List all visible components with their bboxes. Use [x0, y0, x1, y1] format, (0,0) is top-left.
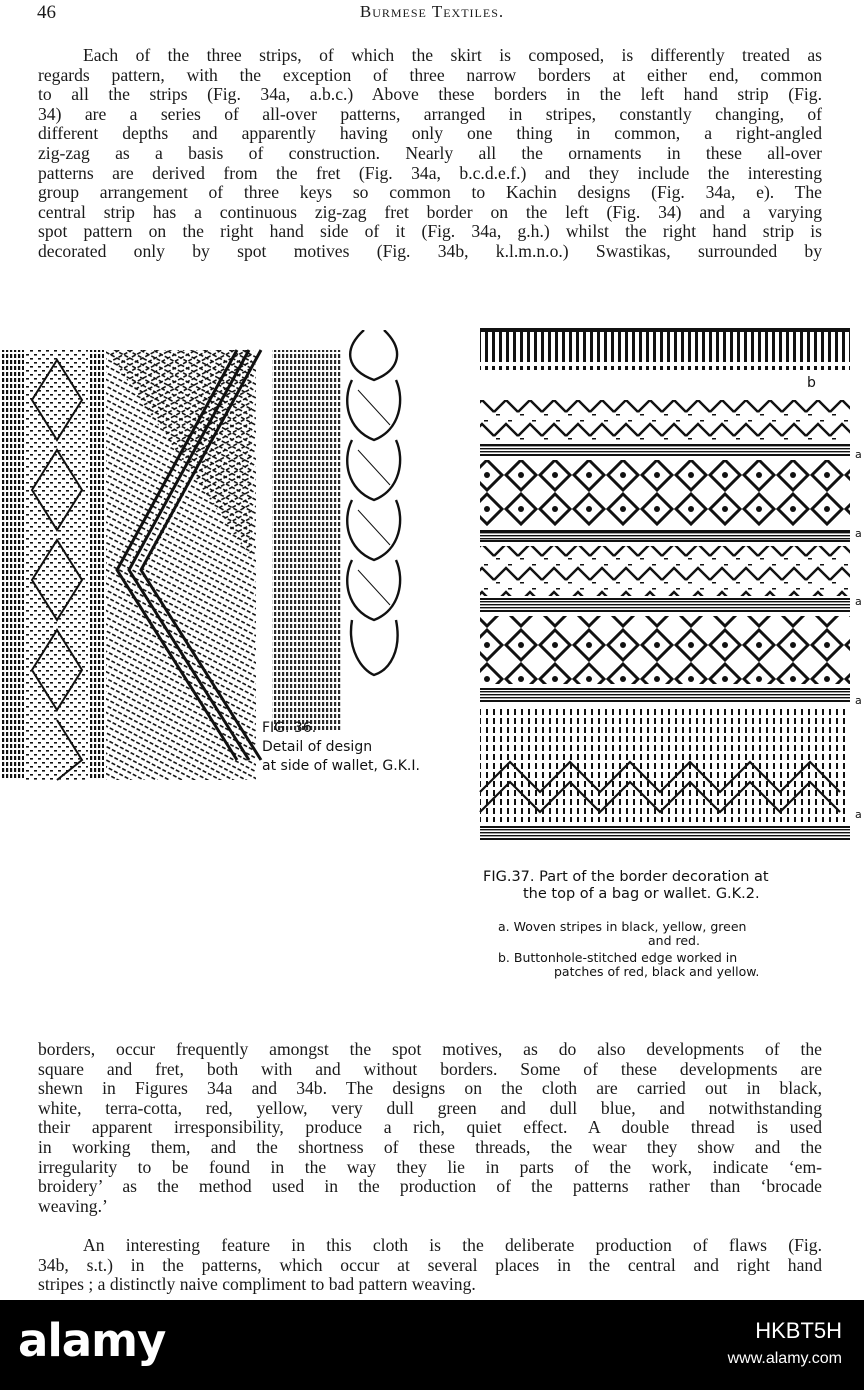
image-id: HKBT5H	[755, 1318, 842, 1343]
paragraph-line: broidery’ as the method used in the production of the patterns rather than ‘brocade	[38, 1176, 822, 1197]
paragraph-line: white, terra-cotta, red, yellow, very dull green and dull blue, and notwithstanding	[38, 1097, 822, 1118]
watermark-url: www.alamy.com	[727, 1350, 842, 1367]
note-line: patches of red, black and yellow.	[554, 964, 760, 979]
paragraph-line: An interesting feature in this cloth is the deliberate production of flaws (Fig.	[83, 1235, 822, 1255]
caption-line: Detail of design	[262, 739, 373, 755]
stripe-label: a	[855, 448, 862, 461]
stripe-label: a	[855, 595, 862, 608]
paragraph-line: decorated only by spot motives (Fig. 34b, k.l.m.n.o.) Swastikas, surrounded by	[38, 240, 822, 261]
figure-37-note-b	[498, 951, 759, 979]
paragraph-line: irregularity to be found in the way they lie in parts of the work, indicate ‘em-	[38, 1156, 822, 1177]
figure-37-caption	[483, 869, 769, 903]
paragraph-line: 34b, s.t.) in the patterns, which occur at several places in the central and right hand	[38, 1254, 822, 1275]
stripe-label: a	[855, 694, 862, 707]
paragraph-line: stripes ; a distinctly naive compliment to bad pattern weaving.	[38, 1274, 476, 1295]
stripe-label: a	[855, 527, 862, 540]
paragraph-line: Each of the three strips, of which the skirt is composed, is differently treated as	[83, 45, 822, 65]
caption-line: the top of a bag or wallet. G.K.2.	[523, 886, 760, 902]
paragraph-line: square and fret, both with and without borders. Some of these developments are	[38, 1058, 822, 1079]
figure-36-caption	[262, 719, 420, 776]
running-head: Burmese Textiles.	[359, 2, 505, 21]
paragraph-line: 34) are a series of all-over patterns, arranged in stripes, constantly changing, of	[38, 103, 822, 124]
paragraph-line: to all the strips (Fig. 34a, a.b.c.) Above these borders in the left hand strip (Fig.	[38, 84, 822, 105]
note-line: b. Buttonhole-stitched edge worked in	[498, 950, 738, 965]
paragraph-line: their apparent irresponsibility, produce a rich, quiet effect. A double thread is used	[38, 1117, 822, 1138]
paragraph-1	[38, 46, 822, 262]
paragraph-line: zig-zag as a basis of construction. Nearly all the ornaments in these all-over	[38, 142, 822, 163]
paragraph-line: borders, occur frequently amongst the spot motives, as do also developments of the	[38, 1039, 822, 1059]
paragraph-line: regards pattern, with the exception of three narrow borders at either end, common	[38, 64, 822, 85]
caption-line: at side of wallet, G.K.I.	[262, 758, 420, 774]
page-header	[0, 0, 864, 26]
watermark-logo: alamy	[18, 1314, 166, 1367]
paragraph-line: central strip has a continuous zig-zag fret border on the left (Fig. 34) and a varying	[38, 201, 822, 222]
note-line: a. Woven stripes in black, yellow, green	[498, 919, 747, 934]
fringe-label: b	[807, 375, 816, 391]
paragraph-2	[38, 1040, 822, 1216]
figure-36-illustration	[2, 330, 457, 785]
paragraph-line: weaving.’	[38, 1195, 108, 1216]
figure-37-illustration	[470, 322, 862, 862]
paragraph-line: spot pattern on the right hand side of it (Fig. 34a, g.h.) whilst the right hand strip is	[38, 221, 822, 242]
stripe-label: a	[855, 808, 862, 821]
paragraph-line: group arrangement of three keys so common to Kachin designs (Fig. 34a, e). The	[38, 182, 822, 203]
note-line: and red.	[648, 933, 700, 948]
caption-line: FIG. 36.	[262, 720, 317, 736]
paragraph-line: patterns are derived from the fret (Fig. 34a, b.c.d.e.f.) and they include the interesting	[38, 162, 822, 183]
figure-37-note-a	[498, 920, 746, 948]
paragraph-line: in working them, and the shortness of these threads, the wear they show and the	[38, 1136, 822, 1157]
caption-line: FIG.37. Part of the border decoration at	[483, 869, 769, 885]
paragraph-line: shewn in Figures 34a and 34b. The designs on the cloth are carried out in black,	[38, 1078, 822, 1099]
paragraph-3	[38, 1236, 822, 1295]
paragraph-line: different depths and apparently having only one thing in common, a right-angled	[38, 123, 822, 144]
page-number: 46	[37, 2, 56, 23]
